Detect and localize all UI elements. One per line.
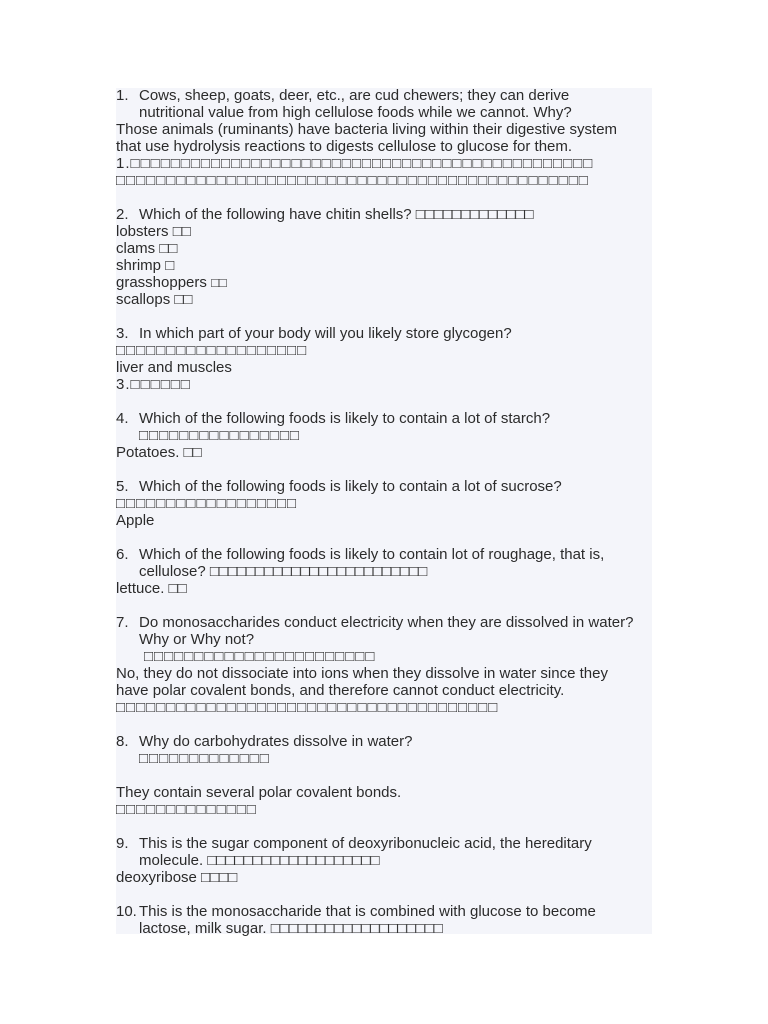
answer-text: deoxyribose □□□□ bbox=[116, 869, 238, 886]
answer-item: lobsters □□ bbox=[116, 223, 191, 240]
question-7 bbox=[116, 614, 656, 648]
cjk-text: □□□□□□□□□□□□□□□□ bbox=[139, 427, 300, 444]
answer-item: shrimp □ bbox=[116, 257, 175, 274]
cjk-text: □□□□□□□□□□□□□□□□□□ bbox=[116, 495, 298, 512]
question-2 bbox=[116, 206, 656, 223]
question-text: Cows, sheep, goats, deer, etc., are cud chewers; they can derive bbox=[139, 87, 570, 104]
question-9 bbox=[116, 835, 656, 869]
question-text: Why do carbohydrates dissolve in water? bbox=[139, 733, 413, 750]
document-body bbox=[116, 87, 656, 937]
question-text: Which of the following have chitin shells? □□□□□□□□□□□□□ bbox=[139, 206, 534, 223]
question-number: 7. bbox=[116, 614, 129, 631]
question-1 bbox=[116, 87, 656, 121]
question-number: 8. bbox=[116, 733, 129, 750]
cjk-text: □□□□□□□□□□□□□□□□□□□□□□□□□□□□□□□□□□□□□□□□□□□□□□□ bbox=[116, 172, 589, 189]
question-8 bbox=[116, 733, 656, 767]
question-3 bbox=[116, 325, 656, 342]
question-number: 10. bbox=[116, 903, 137, 920]
answer-item: scallops □□ bbox=[116, 291, 193, 308]
answer-item: grasshoppers □□ bbox=[116, 274, 227, 291]
answer-text: Apple bbox=[116, 512, 155, 529]
question-text: This is the sugar component of deoxyribonucleic acid, the hereditary bbox=[139, 835, 592, 852]
question-4 bbox=[116, 410, 656, 444]
question-text: Which of the following foods is likely to contain a lot of sucrose? bbox=[139, 478, 562, 495]
cjk-text: □□□□□□□□□□□□□□□□□□□□□□□ bbox=[144, 648, 376, 665]
question-text: Do monosaccharides conduct electricity when they are dissolved in water? bbox=[139, 614, 634, 631]
question-text: lactose, milk sugar. □□□□□□□□□□□□□□□□□□□ bbox=[139, 920, 443, 937]
cjk-text: □□□□□□□□□□□□□□□□□□□□□□□□□□□□□□□□□□□□□□ bbox=[116, 699, 499, 716]
question-5 bbox=[116, 478, 656, 495]
answer-text: liver and muscles bbox=[116, 359, 232, 376]
answer-text: Potatoes. □□ bbox=[116, 444, 202, 461]
question-text: Which of the following foods is likely to contain lot of roughage, that is, bbox=[139, 546, 605, 563]
question-text: Why or Why not? bbox=[139, 631, 255, 648]
cjk-text: 3.□□□□□□ bbox=[116, 376, 191, 393]
question-text: nutritional value from high cellulose foods while we cannot. Why? bbox=[139, 104, 572, 121]
question-number: 2. bbox=[116, 206, 129, 223]
cjk-text: 1.□□□□□□□□□□□□□□□□□□□□□□□□□□□□□□□□□□□□□□□□□□□□□□ bbox=[116, 155, 594, 172]
question-number: 4. bbox=[116, 410, 129, 427]
answer-text: No, they do not dissociate into ions when they dissolve in water since they bbox=[116, 665, 608, 682]
cjk-text: □□□□□□□□□□□□□□ bbox=[116, 801, 257, 818]
question-6 bbox=[116, 546, 656, 580]
question-text: This is the monosaccharide that is combined with glucose to become bbox=[139, 903, 596, 920]
question-text: In which part of your body will you likely store glycogen? bbox=[139, 325, 512, 342]
cjk-text: □□□□□□□□□□□□□ bbox=[139, 750, 270, 767]
answer-text: that use hydrolysis reactions to digests cellulose to glucose for them. bbox=[116, 138, 573, 155]
question-10 bbox=[116, 903, 656, 937]
question-number: 6. bbox=[116, 546, 129, 563]
answer-text: Those animals (ruminants) have bacteria living within their digestive system bbox=[116, 121, 618, 138]
cjk-text: □□□□□□□□□□□□□□□□□□□ bbox=[116, 342, 308, 359]
answer-text: lettuce. □□ bbox=[116, 580, 187, 597]
question-number: 5. bbox=[116, 478, 129, 495]
answer-text: have polar covalent bonds, and therefore cannot conduct electricity. bbox=[116, 682, 565, 699]
answer-item: clams □□ bbox=[116, 240, 178, 257]
question-text: Which of the following foods is likely to contain a lot of starch? bbox=[139, 410, 551, 427]
question-text: molecule. □□□□□□□□□□□□□□□□□□□ bbox=[139, 852, 380, 869]
question-number: 1. bbox=[116, 87, 129, 104]
question-text: cellulose? □□□□□□□□□□□□□□□□□□□□□□□□ bbox=[139, 563, 428, 580]
answer-text: They contain several polar covalent bonds. bbox=[116, 784, 402, 801]
question-number: 3. bbox=[116, 325, 129, 342]
question-number: 9. bbox=[116, 835, 129, 852]
